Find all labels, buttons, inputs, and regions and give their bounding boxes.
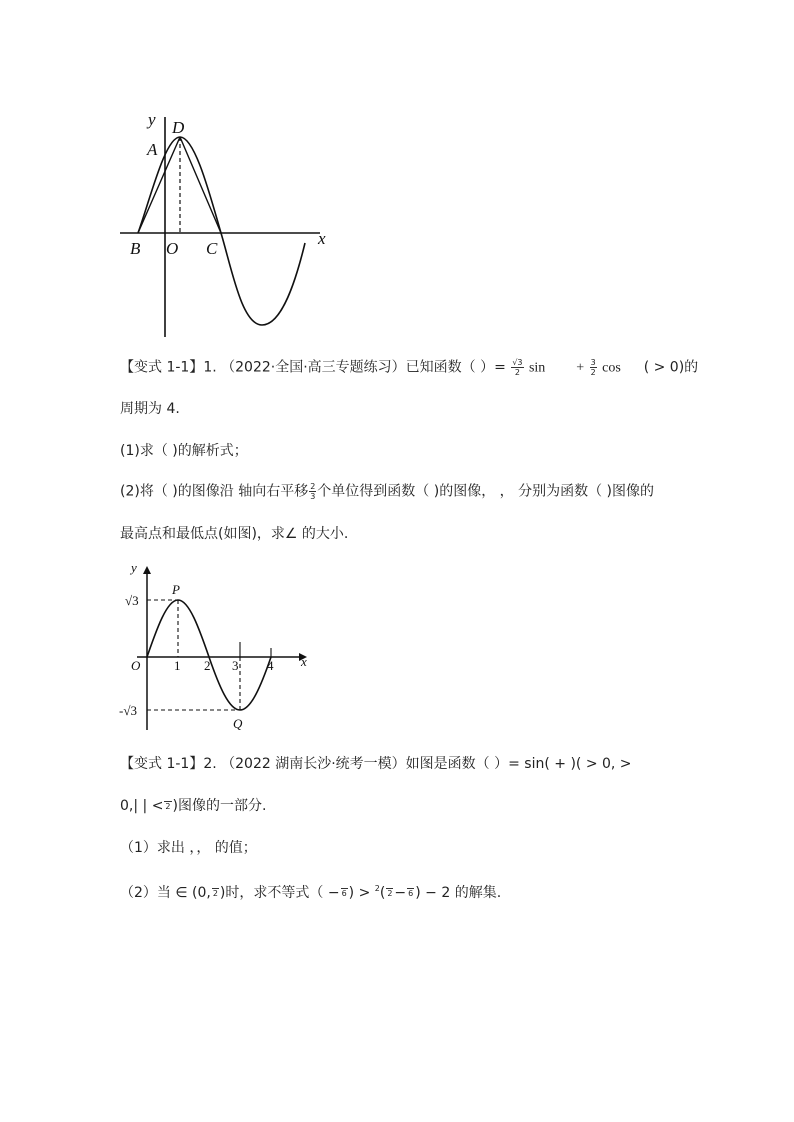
plus-sign: + [576,360,585,376]
tick-label-1: 1 [174,658,181,673]
label-b: B [130,239,141,258]
fraction-2-over-3: $\frac{2}{3}$ [310,482,316,501]
fraction-3-over-2: $\frac{3}{2}$ [590,358,596,377]
sin-text: sin [528,360,546,376]
problem-1-source: （2022·全国·高三专题练习）已知函数（ ）= [221,359,506,376]
problem-1-tag: 【变式 1-1】1. [120,359,217,376]
label-y: y [148,110,156,129]
cos-text: cos [602,360,621,376]
label-o: O [166,239,179,258]
label-x: x [318,229,326,248]
label-c: C [206,239,218,258]
fraction-over-2: 2 [212,889,218,898]
fraction-over-6: 6 [341,889,347,898]
figure-1-graph [110,105,350,345]
fraction-over-2: 2 [387,889,393,898]
tick-label-4: 4 [267,658,274,673]
fraction-over-2: 2 [165,802,171,811]
problem-2-header [120,755,632,773]
sine-curve [138,137,305,325]
fraction-sqrt3-over-2: $\frac{√3}{2}$ [512,358,523,377]
problem-1-question-1: (1)求（ )的解析式； [120,443,248,459]
segment-bd [138,137,180,233]
problem-2-question-2: （2）当 ∈ (0, 2 )时，求不等式（ − 6 ) > $^2$( 2 − 6 ) − 2 的解集. [120,884,502,901]
problem-2-tag: 【变式 1-1】2. [120,756,217,772]
exponent-2: 2 [374,884,380,893]
y-axis-arrow [143,566,151,574]
label-p: P [172,582,180,597]
problem-2-source: （2022 湖南长沙·统考一模）如图是函数（ ）= sin( + )( > 0, > [221,756,632,772]
sine-curve [147,600,271,710]
label-o: O [131,658,141,673]
problem-2-condition: 0,| | < 2 )图像的一部分. [120,798,267,814]
label-neg-sqrt3: -√3 [119,703,137,718]
tick-label-2: 2 [204,658,211,673]
label-sqrt3: √3 [125,593,139,608]
fraction-over-6: 6 [408,889,414,898]
omega-condition: ( > 0)的 [643,359,699,376]
label-x: x [301,654,307,669]
problem-1-question-2: (2)将（ )的图像沿 轴向右平移 $\frac{2}{3}$ 个单位得到函数（ )的图像， ， 分别为函数（ )图像的 [120,482,655,501]
problem-1-period: 周期为 4. [120,401,180,417]
label-y: y [131,560,137,575]
segment-dc [180,137,221,233]
label-d: D [172,118,185,137]
label-a: A [147,140,158,159]
problem-2-question-1: （1）求出 ，， 的值； [120,840,257,856]
figure-2-graph [115,558,315,738]
problem-1-header [120,358,698,378]
tick-label-3: 3 [232,658,239,673]
problem-1-question-2-cont: 最高点和最低点(如图)，求∠ 的大小. [120,526,349,542]
label-q: Q [233,716,243,731]
